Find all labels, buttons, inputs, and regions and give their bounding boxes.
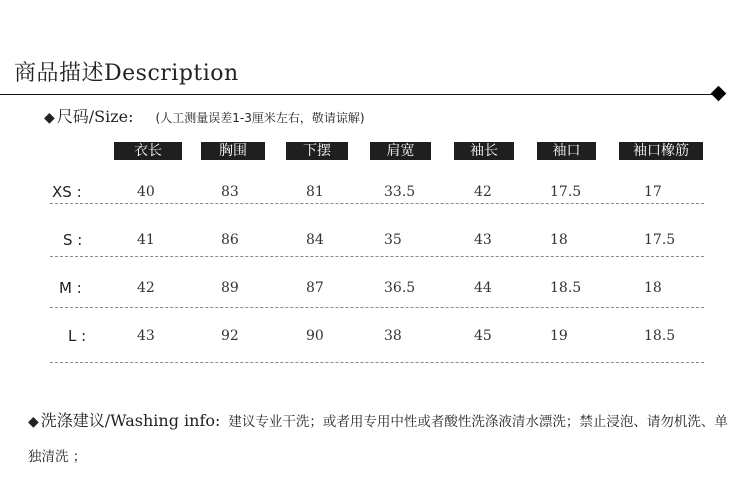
cell-l-sleeve: 45 [474,328,492,344]
cell-m-length: 42 [137,280,155,296]
header-chest: 胸围 [201,142,265,160]
size-heading [44,104,365,127]
cell-xs-hem: 81 [306,184,324,200]
cell-m-cuff-elastic: 18 [644,280,662,296]
row-label-xs: XS : [52,183,82,201]
row-label-m: M : [59,279,82,297]
cell-s-hem: 84 [306,232,324,248]
cell-m-hem: 87 [306,280,324,296]
row-divider [50,203,704,204]
washing-info [28,403,728,475]
cell-l-length: 43 [137,328,155,344]
cell-xs-sleeve: 42 [474,184,492,200]
header-cuff: 袖口 [537,142,596,160]
row-divider [50,307,704,308]
cell-m-shoulder: 36.5 [384,280,416,296]
cell-xs-chest: 83 [221,184,239,200]
row-divider [50,362,704,363]
cell-s-cuff: 18 [550,232,568,248]
header-hem: 下摆 [286,142,348,160]
cell-l-chest: 92 [221,328,239,344]
cell-xs-length: 40 [137,184,155,200]
cell-s-cuff-elastic: 17.5 [644,232,676,248]
cell-l-cuff-elastic: 18.5 [644,328,676,344]
cell-xs-shoulder: 33.5 [384,184,416,200]
cell-m-sleeve: 44 [474,280,492,296]
cell-m-chest: 89 [221,280,239,296]
header-cuff-elastic: 袖口橡筋 [619,142,703,160]
cell-l-hem: 90 [306,328,324,344]
page-title: 商品描述Description [14,61,239,86]
cell-s-chest: 86 [221,232,239,248]
cell-s-sleeve: 43 [474,232,492,248]
cell-l-shoulder: 38 [384,328,402,344]
diamond-marker-icon [711,86,727,102]
diamond-bullet-icon: ◆ [44,110,55,126]
measurement-note: (人工测量误差1-3厘米左右，敬请谅解) [155,111,365,125]
title-divider [0,94,722,95]
washing-label: 洗涤建议/Washing info: [40,411,221,430]
washing-text: 建议专业干洗；或者用专用中性或者酸性洗涤液清水漂洗；禁止浸泡、请勿机洗、单独清洗 ； [28,414,728,465]
header-shoulder: 肩宽 [370,142,431,160]
cell-xs-cuff-elastic: 17 [644,184,662,200]
size-label: 尺码/Size: [56,107,134,126]
cell-s-shoulder: 35 [384,232,402,248]
row-label-s: S : [63,231,83,249]
cell-l-cuff: 19 [550,328,568,344]
cell-xs-cuff: 17.5 [550,184,582,200]
cell-s-length: 41 [137,232,155,248]
diamond-bullet-icon: ◆ [28,414,39,430]
cell-m-cuff: 18.5 [550,280,582,296]
header-length: 衣长 [114,142,182,160]
row-divider [50,256,704,257]
header-sleeve-length: 袖长 [454,142,514,160]
row-label-l: L : [68,327,87,345]
